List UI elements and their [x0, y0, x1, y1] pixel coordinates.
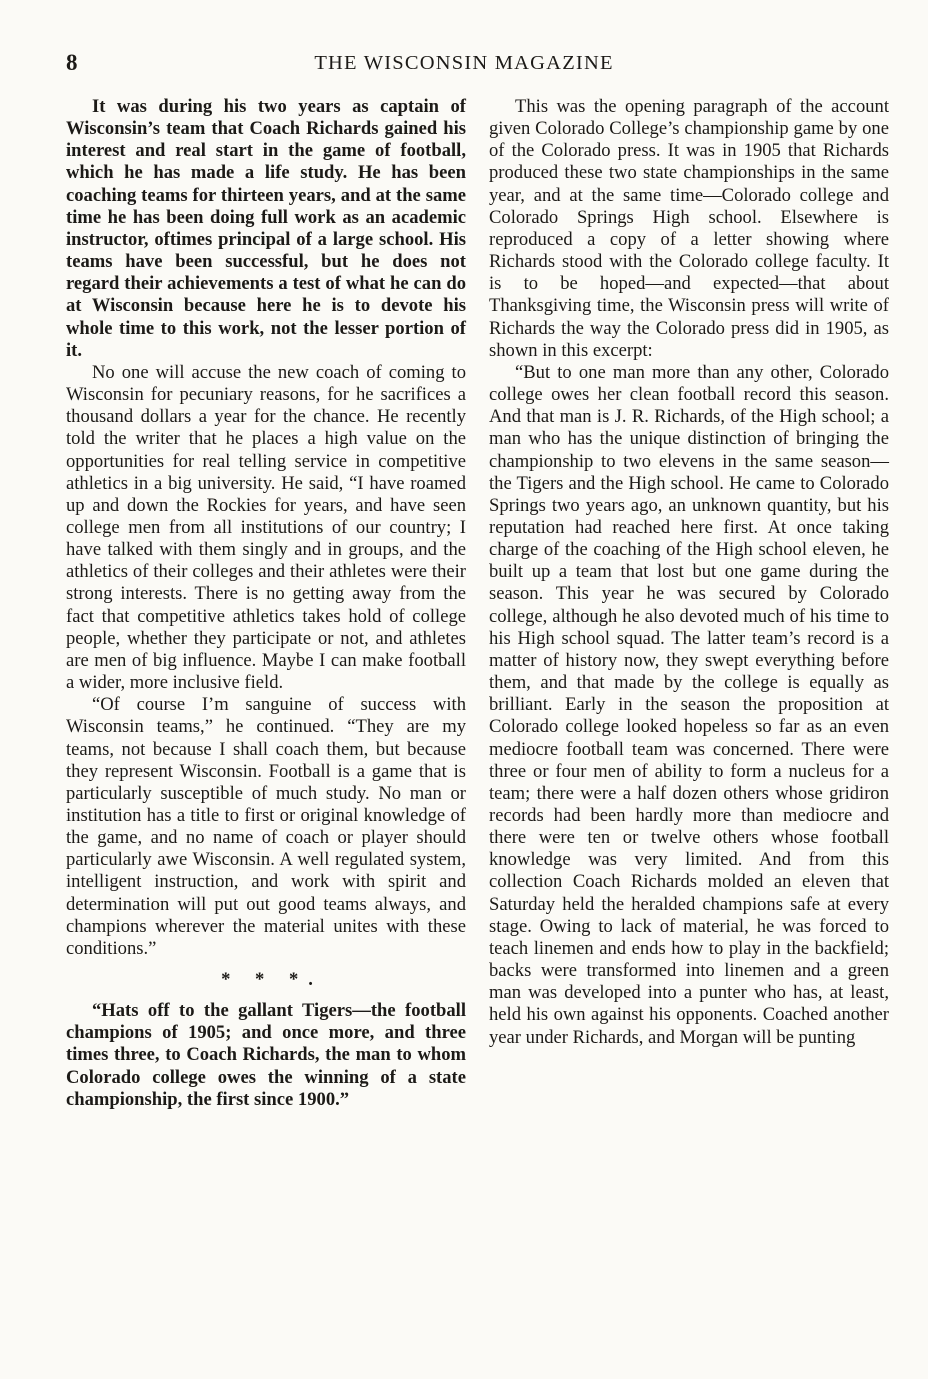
- paragraph-pecuniary-reasons: No one will accuse the new coach of coming to Wisconsin for pecuniary reasons, for he sacrifices a thousand dollars a year for the chance. He recently told the writer that he places a high value on the opportunities for real telling service in competitive athletics in a big university. He said, “I have roamed up and down the Rockies for years, and have seen college men from all institutions of our country; I have talked with them singly and in groups, and the athletics of their colleges and their athletes were their strong interests. There is no getting away from the fact that competitive athletics takes hold of college people, whether they participate or not, and athletes are men of big influence. Maybe I can make football a wider, more inclusive field.: [66, 361, 466, 694]
- paragraph-opening-account: This was the opening paragraph of the account given Colorado College’s championship game by one of the Colorado press. It was in 1905 that Richards produced these two state championships in the same year, and at the same time—Colorado college and Colorado Springs High school. Elsewhere is reproduced a copy of a letter showing where Richards stood with the Colorado college faculty. It is to be hoped—and expected—that about Thanksgiving time, the Wisconsin press will write of Richards the way the Colorado press did in 1905, as shown in this excerpt:: [489, 96, 889, 361]
- paragraph-colorado-press-excerpt: “But to one man more than any other, Colorado college owes her clean football record this season. And that man is J. R. Richards, of the High school; a man who has the unique distinction of bringing the championship to two elevens in the same season—the Tigers and the High school. He came to Colorado Springs two years ago, an unknown quantity, but his reputation had reached here first. At once taking charge of the coaching of the High school eleven, he built up a team that lost but one game during the season. This year he was secured by Colorado college, although he also devoted much of his time to his High school squad. The latter team’s record is a matter of history now, they swept everything before them, and that made by the college is equally as brilliant. Early in the season the proposition at Colorado college looked hopeless so far as an even mediocre football team was concerned. There were three or four men of ability to form a nucleus for a team; there were a half dozen others whose gridiron records had been hardly more than mediocre and there were ten or twelve others whose football knowledge was very limited. And from this collection Coach Richards molded an eleven that Saturday held the heralded champions safe at every stage. Owing to lack of material, he was forced to teach linemen and ends how to play in the backfield; backs were transformed into linemen and a green man was developed into a punter who has, at least, held his own against his opponents. Coached another year under Richards, and Morgan will be punting: [489, 361, 889, 1048]
- running-head: THE WISCONSIN MAGAZINE: [314, 52, 614, 74]
- section-separator: * * *.: [221, 969, 323, 991]
- paragraph-hats-off-quote: “Hats off to the gallant Tigers—the football champions of 1905; and once more, and three times three, to Coach Richards, the man to whom Colorado college owes the winning of a state championship, the first since 1900.”: [66, 1000, 466, 1110]
- paragraph-coach-background: It was during his two years as captain of Wisconsin’s team that Coach Richards gained his interest and real start in the game of football, which he has made a life study. He has been coaching teams for thirteen years, and at the same time he has been doing full work as an academic instructor, oftimes principal of a large school. His teams have been successful, but he does not regard their achievements a test of what he can do at Wisconsin because here he is to devote his whole time to this work, not the lesser portion of it.: [66, 96, 466, 361]
- page-number: 8: [66, 50, 78, 75]
- left-column: [66, 96, 466, 1111]
- paragraph-sanguine-success: “Of course I’m sanguine of success with Wisconsin teams,” he continued. “They are my teams, not because I shall coach them, but because they represent Wisconsin. Football is a game that is particularly susceptible of much study. No man or institution has a title to first or original knowledge of the game, and no name of coach or player should particularly awe Wisconsin. A well regulated system, intelligent instruction, and work with spirit and determination will put out good teams always, and champions wherever the material unites with these conditions.”: [66, 694, 466, 959]
- right-column: [489, 96, 889, 1049]
